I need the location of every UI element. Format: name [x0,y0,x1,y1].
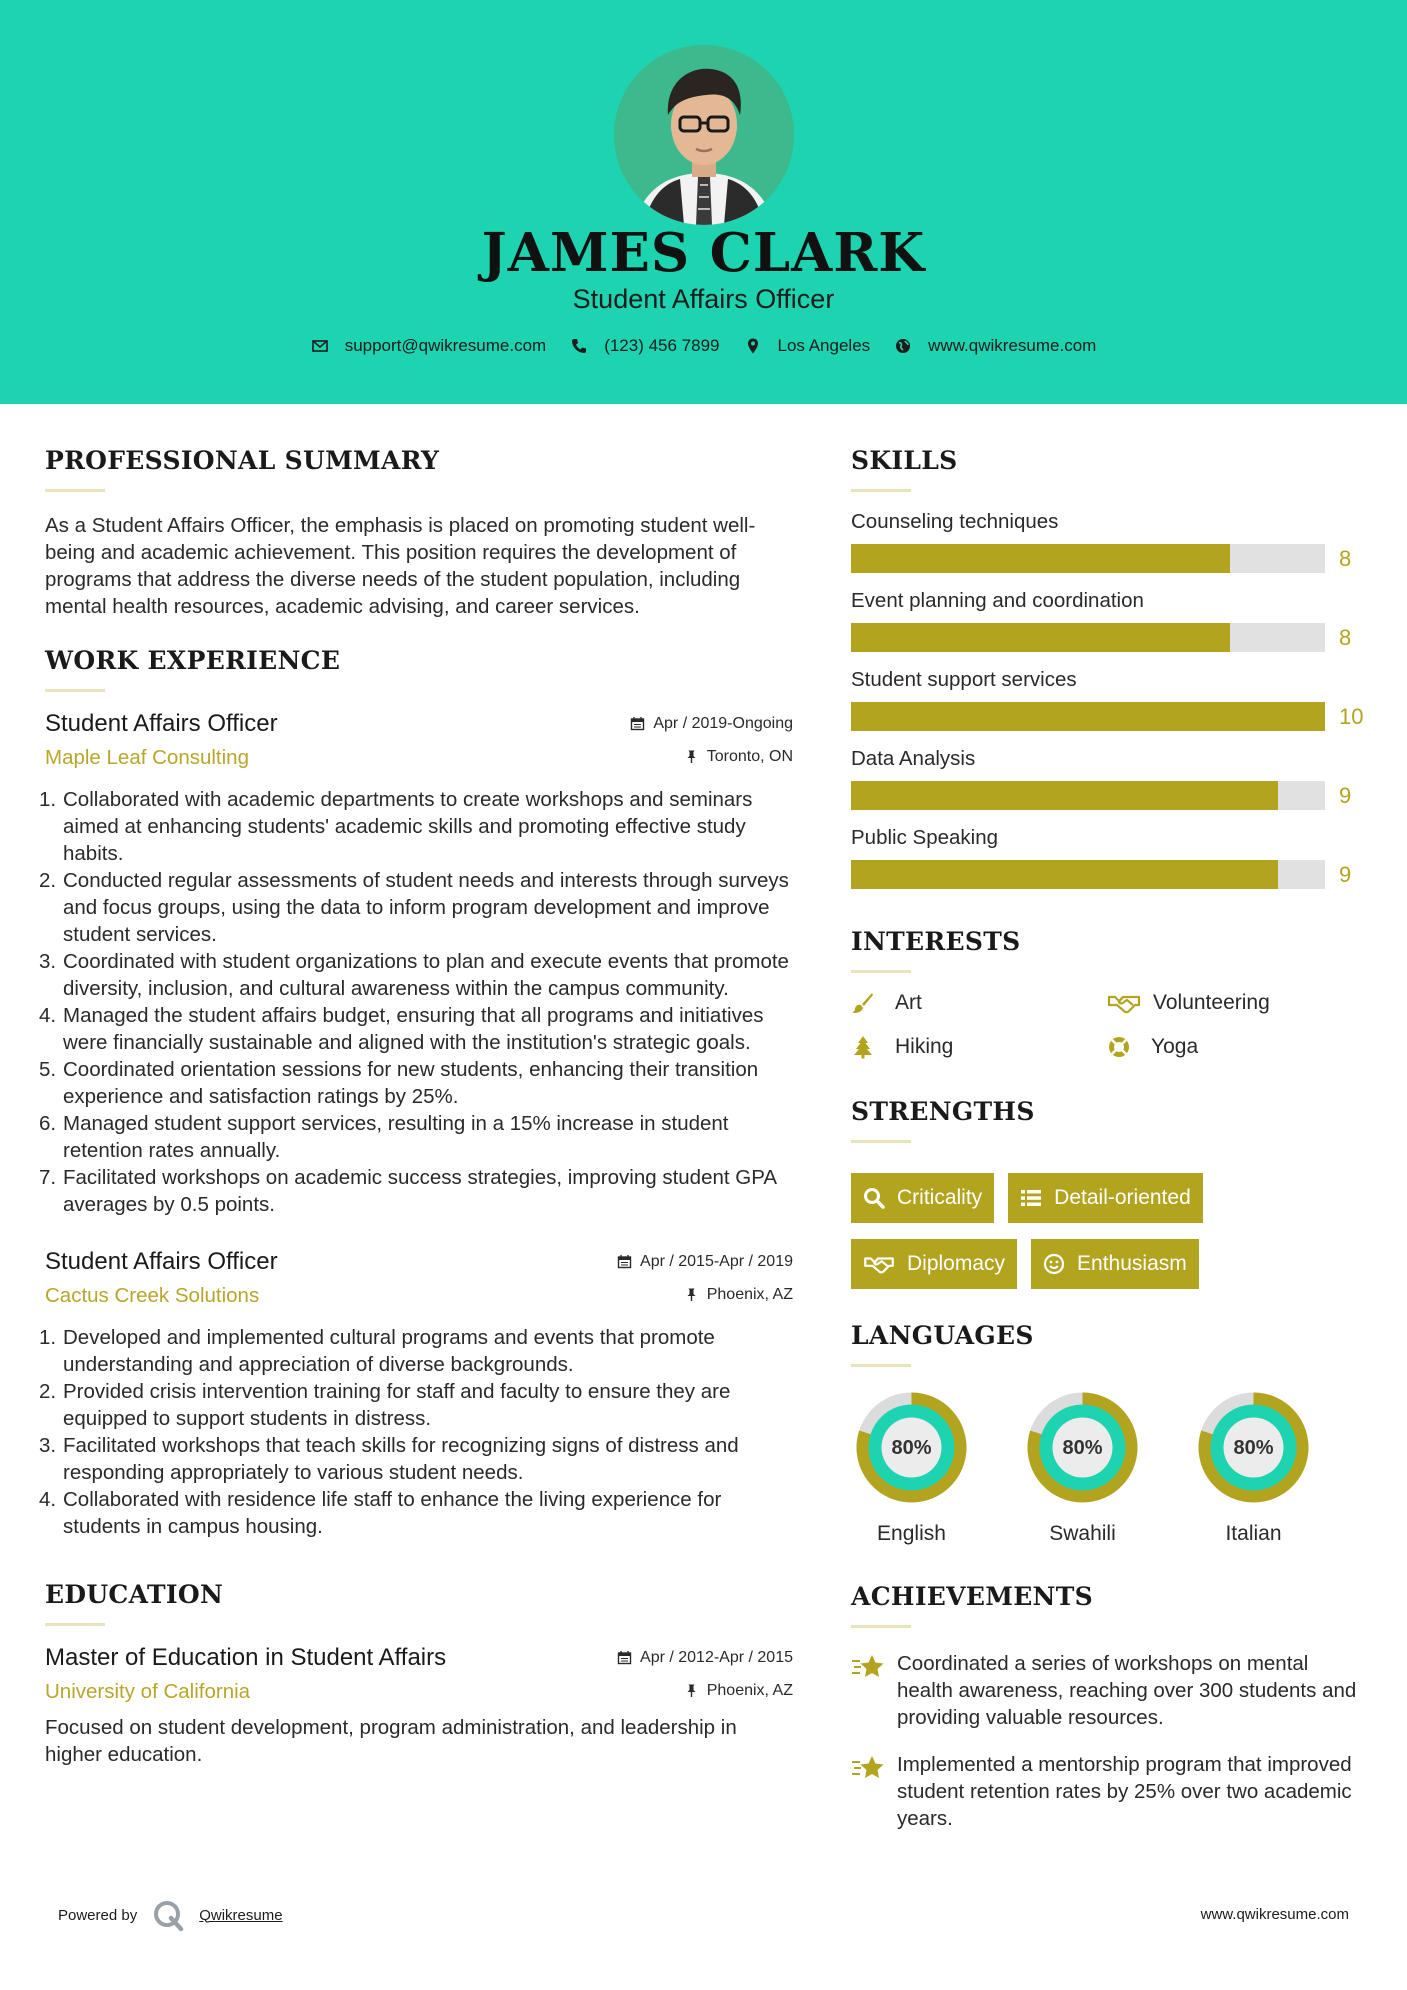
avatar [614,45,794,225]
bullet-text: Developed and implemented cultural programs and events that promote understanding and appreciation of diverse backgrounds. [63,1326,715,1376]
shooting-star-icon [851,1753,885,1783]
section-divider [851,489,911,492]
contact-bar [0,336,1407,356]
contact-phone[interactable] [570,336,719,356]
skill-value: 8 [1339,545,1352,571]
education-header [45,1644,793,1672]
lifering-icon [1107,1035,1131,1059]
education-location [684,1682,793,1700]
skill-value: 8 [1339,624,1352,650]
skill-item [851,747,1371,810]
interest-label: Yoga [1151,1035,1199,1058]
skill-row [851,781,1371,810]
smile-icon [1043,1253,1065,1275]
skill-bar-fill [851,702,1325,731]
bullet-text: Coordinated with student organizations to plan and execute events that promote diversity, inclusion, and cultural awareness within the campus community. [63,950,789,1000]
skill-bar [851,860,1325,889]
language-item [851,1387,972,1546]
job-location-text: Toronto, ON [706,747,793,765]
job-location [684,1286,793,1304]
interest-label: Volunteering [1153,991,1270,1014]
footer-powered-by [58,1898,283,1932]
section-divider [851,970,911,973]
languages-heading: LANGUAGES [851,1321,1034,1350]
section-divider [851,1364,911,1367]
powered-by-label: Powered by [58,1906,138,1924]
education-date [617,1649,793,1667]
language-ring [1022,1387,1143,1508]
education-entry [45,1644,793,1768]
job-subheader [45,746,793,770]
job-bullets [39,786,793,1218]
interests-heading: INTERESTS [851,927,1021,956]
contact-location [744,336,871,356]
skill-bar-fill [851,860,1278,889]
globe-icon [894,337,912,355]
list-item: 2. Conducted regular assessments of student needs and interests through surveys and focus groups, using the data to inform program development and improve student services. [39,869,789,946]
job-entry [39,710,793,1218]
skill-name: Data Analysis [851,747,976,770]
job-location [684,748,793,766]
language-percent: 80% [1233,1437,1274,1459]
summary-heading: PROFESSIONAL SUMMARY [45,446,440,475]
skill-value: 10 [1339,703,1364,729]
contact-location-text: Los Angeles [777,336,871,355]
education-heading: EDUCATION [45,1580,224,1609]
experience-heading: WORK EXPERIENCE [45,646,341,675]
bullet-text: Facilitated workshops that teach skills for recognizing signs of distress and responding appropriately to various student needs. [63,1434,739,1484]
left-column [39,446,793,1768]
language-ring [1193,1387,1314,1508]
skill-bar [851,702,1325,731]
achievement-text: Implemented a mentorship program that improved student retention rates by 25% over two academic years. [897,1753,1352,1830]
achievements-heading: ACHIEVEMENTS [851,1582,1093,1611]
interest-item [851,1035,1107,1059]
skill-name: Counseling techniques [851,510,1059,533]
language-ring [851,1387,972,1508]
bullet-text: Facilitated workshops on academic success strategies, improving student GPA averages by 0.5 points. [63,1166,776,1216]
skill-bar-fill [851,623,1230,652]
skill-row [851,860,1371,889]
skill-item [851,668,1371,731]
strength-tag [851,1173,994,1223]
contact-email-text: support@qwikresume.com [344,336,547,355]
strength-label: Criticality [897,1186,983,1209]
job-header [45,710,793,738]
list-item: 1. Collaborated with academic departments to create workshops and seminars aimed at enhancing students' academic skills and promoting effective study habits. [39,788,753,865]
job-title: Student Affairs Officer [45,710,278,737]
job-entry [39,1248,793,1540]
degree-title: Master of Education in Student Affairs [45,1644,447,1671]
calendar-icon [630,716,645,731]
interest-item [1107,1035,1363,1059]
list-item: 7. Facilitated workshops on academic success strategies, improving student GPA averages by 0.5 points. [39,1166,776,1216]
interest-label: Hiking [895,1035,954,1058]
contact-phone-text: (123) 456 7899 [604,336,720,355]
list-item: 3. Facilitated workshops that teach skills for recognizing signs of distress and responding appropriately to various student needs. [39,1434,739,1484]
calendar-icon [617,1650,632,1665]
pushpin-icon [684,749,699,764]
contact-email[interactable] [311,336,547,356]
languages-section [851,1321,1371,1546]
education-location-text: Phoenix, AZ [706,1681,793,1699]
strength-label: Enthusiasm [1077,1252,1187,1275]
strength-tag [1008,1173,1203,1223]
resume-header [0,0,1407,404]
skill-name: Student support services [851,668,1077,691]
skill-bar [851,544,1325,573]
section-divider [45,489,105,492]
skill-bar-fill [851,781,1278,810]
envelope-icon [311,337,329,355]
interest-item [851,991,1107,1015]
job-header [45,1248,793,1276]
summary-section [45,446,793,620]
section-divider [851,1140,911,1143]
job-date [617,1253,793,1271]
education-section [45,1580,793,1768]
skill-name: Public Speaking [851,826,999,849]
skill-item [851,826,1371,889]
tree-icon [851,1035,875,1059]
job-date-text: Apr / 2019-Ongoing [653,714,793,732]
interest-label: Art [895,991,922,1014]
skill-name: Event planning and coordination [851,589,1144,612]
footer-website[interactable]: www.qwikresume.com [1200,1906,1349,1923]
achievement-text: Coordinated a series of workshops on mental health awareness, reaching over 300 students and providing valuable resources. [897,1652,1357,1729]
skill-row [851,544,1371,573]
achievements-section [851,1582,1371,1832]
achievements-list [851,1650,1371,1832]
school-name: University of California [45,1680,251,1703]
education-date-text: Apr / 2012-Apr / 2015 [640,1648,793,1666]
strength-tag [1031,1239,1199,1289]
education-subheader [45,1680,793,1704]
skill-row [851,702,1371,731]
list-icon [1020,1187,1042,1209]
list-item: 6. Managed student support services, resulting in a 15% increase in student retention rates annually. [39,1112,729,1162]
job-bullets [39,1324,793,1540]
skill-item [851,589,1371,652]
list-item: 5. Coordinated orientation sessions for new students, enhancing their transition experience and satisfaction ratings by 25%. [39,1058,759,1108]
language-item [1193,1387,1314,1546]
list-item: 2. Provided crisis intervention training for staff and faculty to ensure they are equipped to support students in distress. [39,1380,731,1430]
language-percent: 80% [1062,1437,1103,1459]
strength-label: Detail-oriented [1054,1186,1191,1209]
interests-list [851,991,1371,1059]
shooting-star-icon [851,1652,885,1682]
list-item: 1. Developed and implemented cultural programs and events that promote understanding and appreciation of diverse backgrounds. [39,1326,715,1376]
skills-section [851,446,1371,889]
job-date-text: Apr / 2015-Apr / 2019 [640,1252,793,1270]
contact-website-text: www.qwikresume.com [928,336,1097,355]
language-item [1022,1387,1143,1546]
phone-icon [570,337,588,355]
job-location-text: Phoenix, AZ [706,1285,793,1303]
paintbrush-icon [851,991,875,1015]
handshake-icon [863,1253,895,1275]
bullet-text: Collaborated with residence life staff to enhance the living experience for students in campus housing. [63,1488,722,1538]
job-subheader [45,1284,793,1308]
skill-bar-fill [851,544,1230,573]
qwikresume-link[interactable]: Qwikresume [199,1906,283,1924]
summary-text: As a Student Affairs Officer, the emphasis is placed on promoting student well-being and academic achievement. This position requires the development of programs that address the diverse needs of the student population, including mental health resources, academic advising, and career services. [45,514,756,618]
pushpin-icon [684,1683,699,1698]
strengths-section [851,1097,1371,1289]
pushpin-icon [684,1287,699,1302]
job-date [630,715,793,733]
candidate-name: JAMES CLARK [481,222,926,284]
list-item: 4. Collaborated with residence life staff to enhance the living experience for students in campus housing. [39,1488,722,1538]
achievement-item [851,1650,1371,1731]
skills-list [851,510,1371,889]
skill-value: 9 [1339,861,1352,887]
skills-heading: SKILLS [851,446,958,475]
strengths-heading: STRENGTHS [851,1097,1035,1126]
skill-item [851,510,1371,573]
bullet-text: Collaborated with academic departments to create workshops and seminars aimed at enhancing students' academic skills and promoting effective study habits. [63,788,753,865]
bullet-text: Conducted regular assessments of student needs and interests through surveys and focus groups, using the data to inform program development and improve student services. [63,869,789,946]
search-icon [863,1187,885,1209]
company-name: Maple Leaf Consulting [45,746,249,769]
skill-bar [851,623,1325,652]
contact-website[interactable] [894,336,1096,356]
qwikresume-logo-icon [151,1898,185,1932]
language-name: English [877,1522,946,1545]
job-title: Student Affairs Officer [45,1248,278,1275]
interests-section [851,927,1371,1059]
calendar-icon [617,1254,632,1269]
language-name: Italian [1225,1522,1282,1545]
skill-bar [851,781,1325,810]
candidate-title: Student Affairs Officer [572,284,835,314]
section-divider [45,689,105,692]
section-divider [45,1623,105,1626]
strengths-tags [851,1173,1371,1289]
strength-tag [851,1239,1017,1289]
list-item: 3. Coordinated with student organizations to plan and execute events that promote diversity, inclusion, and cultural awareness within the campus community. [39,950,789,1000]
experience-section [39,646,793,1540]
bullet-text: Coordinated orientation sessions for new students, enhancing their transition experience and satisfaction ratings by 25%. [63,1058,759,1108]
bullet-text: Managed the student affairs budget, ensuring that all programs and initiatives were financially sustainable and aligned with the institution's strategic goals. [63,1004,764,1054]
handshake-icon [1107,991,1141,1015]
company-name: Cactus Creek Solutions [45,1284,260,1307]
language-percent: 80% [891,1437,932,1459]
skill-row [851,623,1371,652]
right-column [851,446,1371,1852]
list-item: 4. Managed the student affairs budget, ensuring that all programs and initiatives were financially sustainable and aligned with the institution's strategic goals. [39,1004,764,1054]
skill-value: 9 [1339,782,1352,808]
education-description: Focused on student development, program administration, and leadership in higher education. [45,1716,737,1766]
language-name: Swahili [1049,1522,1116,1545]
interest-item [1107,991,1363,1015]
achievement-item [851,1751,1371,1832]
section-divider [851,1625,911,1628]
languages-list [851,1387,1371,1546]
bullet-text: Managed student support services, resulting in a 15% increase in student retention rates annually. [63,1112,729,1162]
bullet-text: Provided crisis intervention training for staff and faculty to ensure they are equipped to support students in distress. [63,1380,731,1430]
strength-label: Diplomacy [907,1252,1006,1275]
map-marker-icon [744,337,762,355]
